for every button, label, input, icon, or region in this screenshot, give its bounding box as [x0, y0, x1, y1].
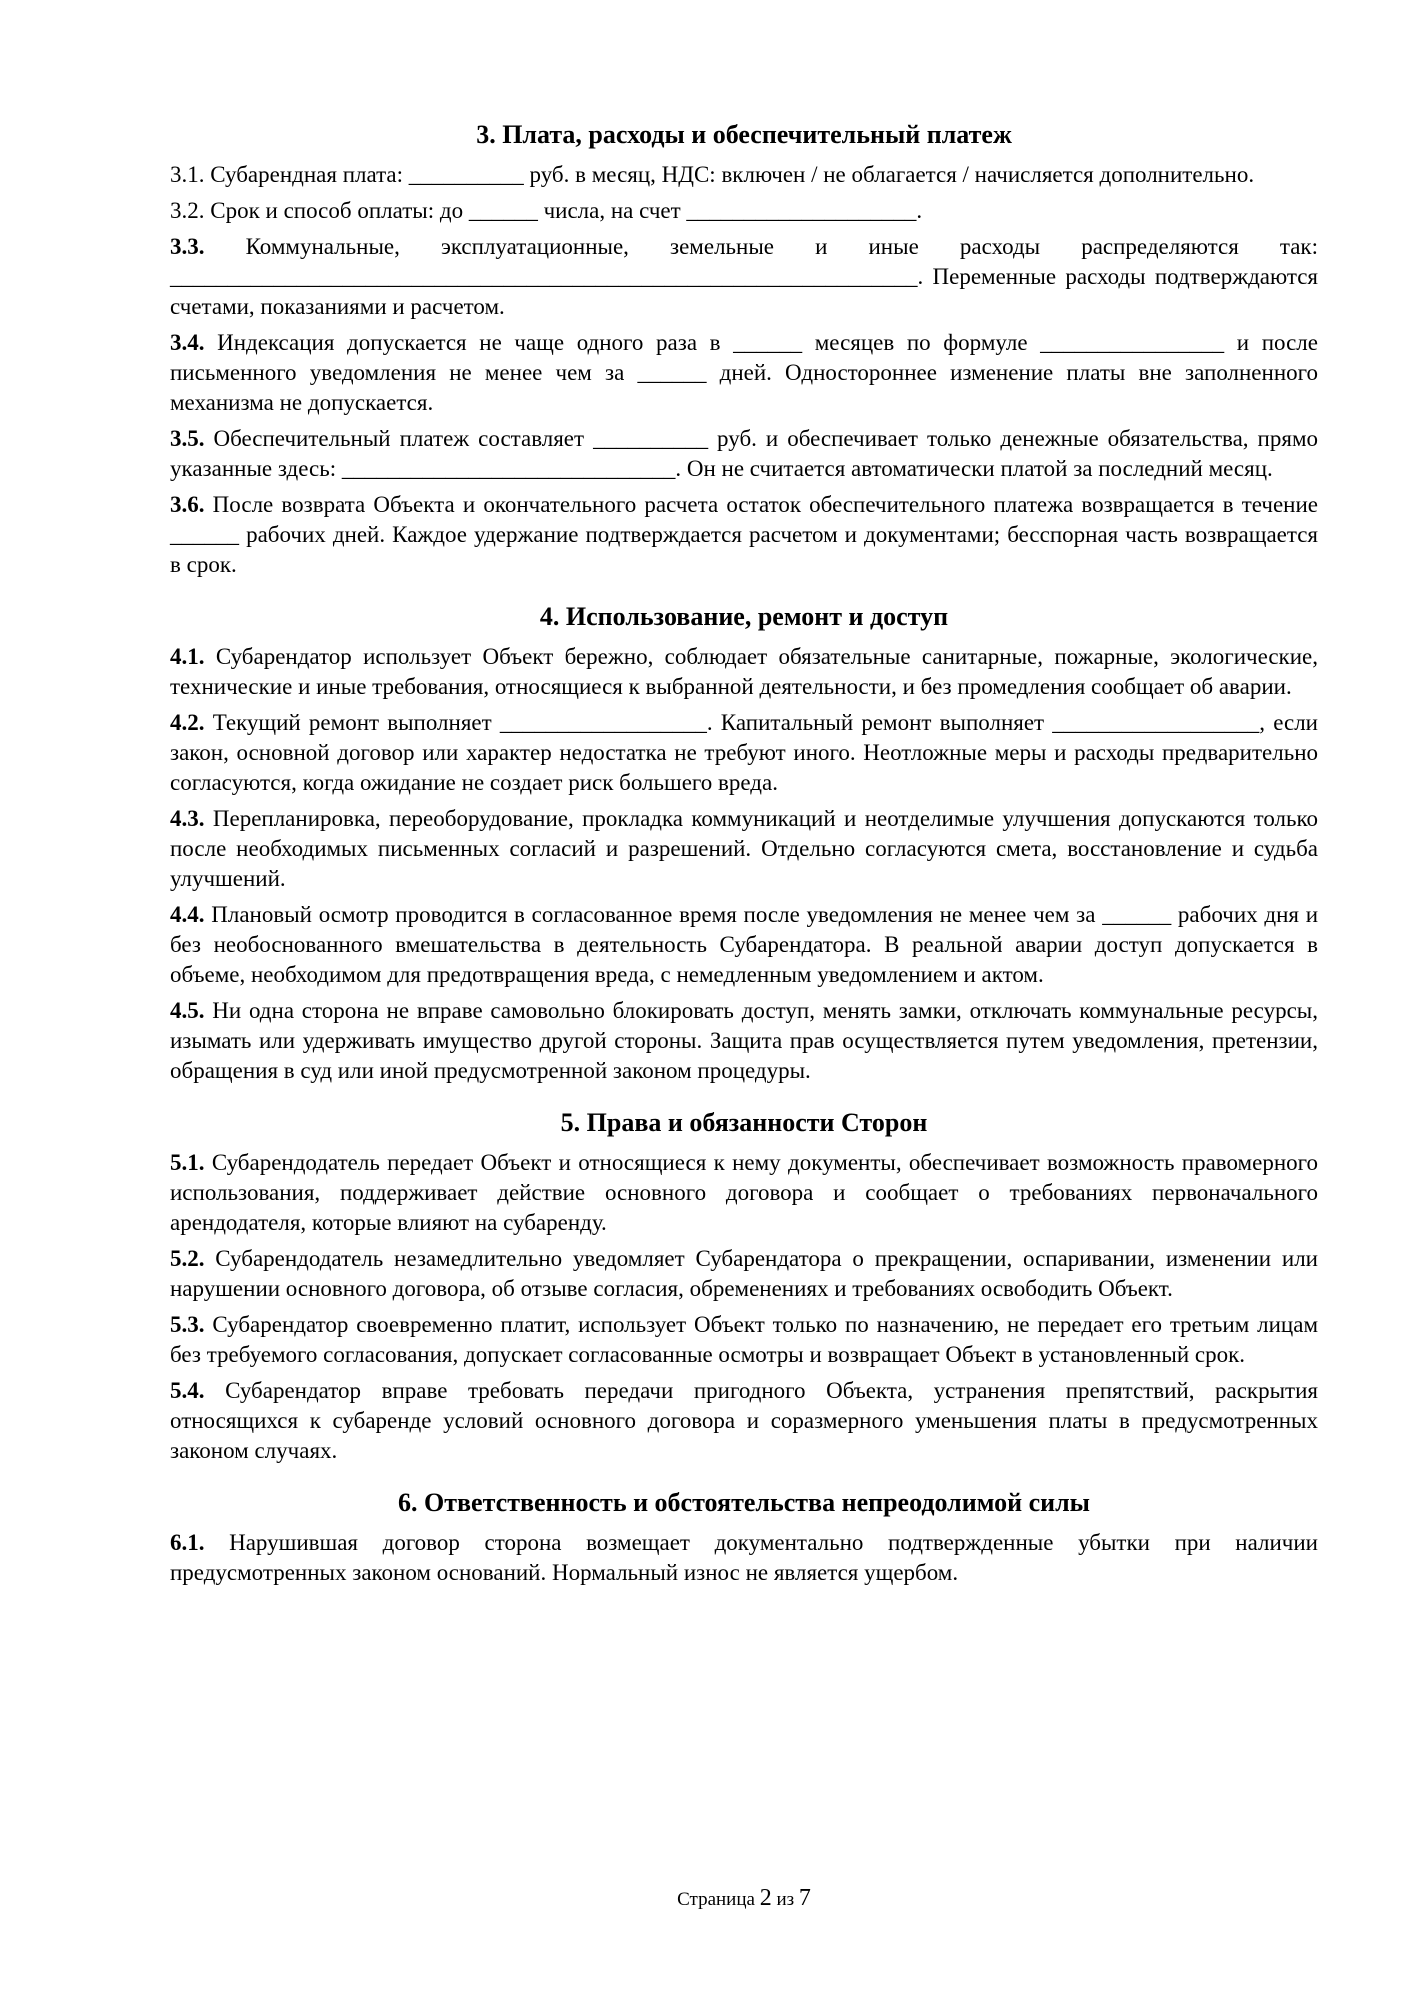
clause-paragraph	[170, 424, 1318, 484]
clause-number: 4.5.	[170, 998, 205, 1023]
clause-number: 6.1.	[170, 1530, 205, 1555]
clause-paragraph	[170, 900, 1318, 990]
clause-text: Плановый осмотр проводится в согласованное время после уведомления не менее чем за ______ рабочих дня и без необоснованного вмешательства в деятельность Субарендатора. В реальной аварии доступ допускается в объеме, необходимом для предотвращения вреда, с немедленным уведомлением и актом.	[170, 902, 1318, 987]
section	[170, 1486, 1318, 1588]
clause-text: Обеспечительный платеж составляет __________ руб. и обеспечивает только денежные обязательства, прямо указанные здесь: _____________________________. Он не считается автоматически платой за последний месяц.	[170, 426, 1318, 481]
clause-number: 5.1.	[170, 1150, 205, 1175]
section	[170, 600, 1318, 1086]
document-page	[170, 0, 1318, 2000]
clause-paragraph	[170, 1376, 1318, 1466]
clause-text: Субарендодатель незамедлительно уведомляет Субарендатора о прекращении, оспаривании, изменении или нарушении основного договора, об отзыве согласия, обременениях и требованиях освободить Объект.	[170, 1246, 1318, 1301]
clause-text: Нарушившая договор сторона возмещает документально подтвержденные убытки при наличии предусмотренных законом оснований. Нормальный износ не является ущербом.	[170, 1530, 1318, 1585]
clause-number: 4.1.	[170, 644, 205, 669]
section-heading: 4. Использование, ремонт и доступ	[539, 602, 949, 631]
page-footer	[170, 1883, 1318, 1915]
clause-text: Текущий ремонт выполняет __________________. Капитальный ремонт выполняет __________________, если закон, основной договор или характер недостатка не требуют иного. Неотложные меры и расходы предварительно согласуются, когда ожидание не создает риск большего вреда.	[170, 710, 1318, 795]
clause-number: 3.1.	[170, 162, 205, 187]
clause-paragraph	[170, 160, 1318, 190]
clause-number: 4.2.	[170, 710, 205, 735]
clause-number: 5.4.	[170, 1378, 205, 1403]
document-body	[170, 118, 1318, 1594]
clause-text: Ни одна сторона не вправе самовольно блокировать доступ, менять замки, отключать коммунальные ресурсы, изымать или удерживать имущество другой стороны. Защита прав осуществляется путем уведомления, претензии, обращения в суд или иной предусмотренной законом процедуры.	[170, 998, 1318, 1083]
section-heading: 6. Ответственность и обстоятельства непреодолимой силы	[398, 1488, 1090, 1517]
clause-number: 3.3.	[170, 234, 205, 259]
clause-paragraph	[170, 996, 1318, 1086]
clause-paragraph	[170, 490, 1318, 580]
clause-paragraph	[170, 232, 1318, 322]
clause-number: 3.6.	[170, 492, 205, 517]
clause-number: 3.4.	[170, 330, 205, 355]
section-heading: 3. Плата, расходы и обеспечительный платеж	[476, 120, 1012, 149]
footer-page-total: 7	[798, 1885, 811, 1911]
clause-paragraph	[170, 196, 1318, 226]
clause-text: Субарендатор использует Объект бережно, соблюдает обязательные санитарные, пожарные, экологические, технические и иные требования, относящиеся к выбранной деятельности, и без промедления сообщает об аварии.	[170, 644, 1318, 699]
clause-text: Субарендатор своевременно платит, использует Объект только по назначению, не передает его третьим лицам без требуемого согласования, допускает согласованные осмотры и возвращает Объект в установленный срок.	[170, 1312, 1318, 1367]
clause-text: Перепланировка, переоборудование, прокладка коммуникаций и неотделимые улучшения допускаются только после необходимых письменных согласий и разрешений. Отдельно согласуются смета, восстановление и судьба улучшений.	[170, 806, 1318, 891]
clause-number: 4.4.	[170, 902, 205, 927]
section-heading: 5. Права и обязанности Сторон	[560, 1108, 928, 1137]
clause-paragraph	[170, 804, 1318, 894]
footer-prefix: Страница	[677, 1889, 755, 1910]
clause-number: 3.2.	[170, 198, 205, 223]
clause-number: 4.3.	[170, 806, 205, 831]
section	[170, 118, 1318, 580]
clause-number: 5.2.	[170, 1246, 205, 1271]
clause-text: Срок и способ оплаты: до ______ числа, на счет ____________________.	[204, 198, 923, 223]
clause-text: Коммунальные, эксплуатационные, земельные и иные расходы распределяются так: _________________________________________________________________. Переменные расходы подтверждаются счетами, показаниями и расчетом.	[170, 234, 1318, 319]
clause-text: Субарендатор вправе требовать передачи пригодного Объекта, устранения препятствий, раскрытия относящихся к субаренде условий основного договора и соразмерного уменьшения платы в предусмотренных законом случаях.	[170, 1378, 1318, 1463]
clause-text: Субарендодатель передает Объект и относящиеся к нему документы, обеспечивает возможность правомерного использования, поддерживает действие основного договора и сообщает о требованиях первоначального арендодателя, которые влияют на субаренду.	[170, 1150, 1318, 1235]
section	[170, 1106, 1318, 1466]
footer-separator: из	[776, 1889, 795, 1910]
footer-page-number: 2	[759, 1885, 772, 1911]
clause-text: Индексация допускается не чаще одного раза в ______ месяцев по формуле ________________ и после письменного уведомления не менее чем за ______ дней. Одностороннее изменение платы вне заполненного механизма не допускается.	[170, 330, 1318, 415]
clause-text: После возврата Объекта и окончательного расчета остаток обеспечительного платежа возвращается в течение ______ рабочих дней. Каждое удержание подтверждается расчетом и документами; бесспорная часть возвращается в срок.	[170, 492, 1318, 577]
clause-paragraph	[170, 1528, 1318, 1588]
clause-paragraph	[170, 1310, 1318, 1370]
clause-paragraph	[170, 1148, 1318, 1238]
clause-number: 5.3.	[170, 1312, 205, 1337]
clause-number: 3.5.	[170, 426, 205, 451]
clause-paragraph	[170, 328, 1318, 418]
clause-paragraph	[170, 642, 1318, 702]
clause-paragraph	[170, 708, 1318, 798]
clause-paragraph	[170, 1244, 1318, 1304]
clause-text: Субарендная плата: __________ руб. в месяц, НДС: включен / не облагается / начисляется дополнительно.	[204, 162, 1255, 187]
